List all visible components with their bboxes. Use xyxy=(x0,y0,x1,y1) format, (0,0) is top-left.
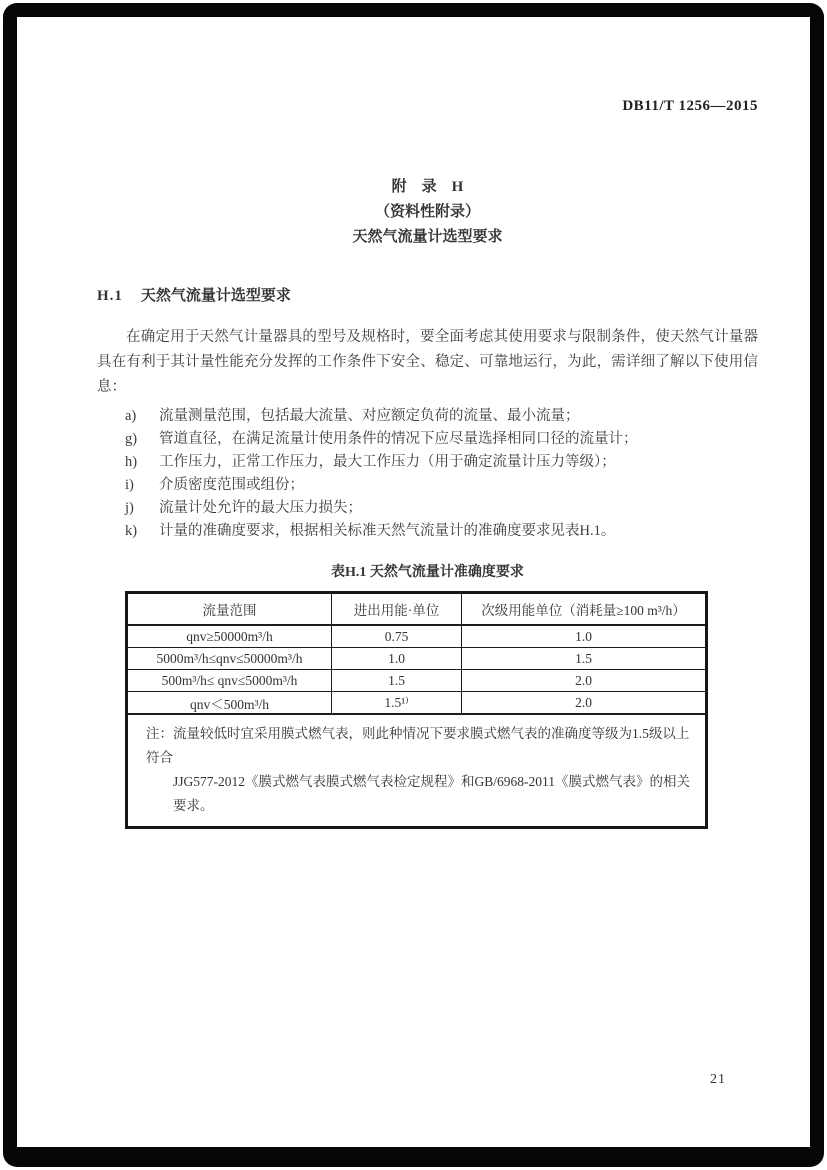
note-text-line1: 流量较低时宜采用膜式燃气表，则此种情况下要求膜式燃气表的准确度等级为1.5级以上符合 xyxy=(146,726,690,765)
table-cell: 1.5 xyxy=(462,648,707,670)
table-note xyxy=(127,714,707,828)
list-item-text: 管道直径，在满足流量计使用条件的情况下应尽量选择相同口径的流量计； xyxy=(159,431,638,447)
list-item-label: g) xyxy=(125,431,138,447)
list-item-label: j) xyxy=(125,500,134,516)
table-cell: 500m³/h≤ qnv≤5000m³/h xyxy=(127,670,332,692)
column-header-secondary-unit: 次级用能单位（消耗量≥100 m³/h） xyxy=(462,593,707,626)
list-item-label: a) xyxy=(125,408,137,424)
list-item-label: i) xyxy=(125,477,134,493)
section-number: H.1 xyxy=(97,288,123,304)
document-page xyxy=(97,0,758,829)
table-cell: 2.0 xyxy=(462,692,707,715)
standard-number: DB11/T 1256—2015 xyxy=(622,98,758,114)
table-caption: 表H.1 天然气流量计准确度要求 xyxy=(331,565,524,580)
note-text-line2: JJG577-2012《膜式燃气表膜式燃气表检定规程》和GB/6968-2011《膜式燃气表》的相关要求。 xyxy=(173,774,691,813)
column-header-primary-unit: 进出用能·单位 xyxy=(332,593,462,626)
list-item xyxy=(97,451,758,474)
list-item xyxy=(97,428,758,451)
table-cell: qnv＜500m³/h xyxy=(127,692,332,715)
list-item-label: k) xyxy=(125,523,138,539)
section-heading xyxy=(97,284,758,305)
list-item-label: h) xyxy=(125,454,138,470)
intro-paragraph: 在确定用于天然气计量器具的型号及规格时，要全面考虑其使用要求与限制条件，使天然气计量器具在有利于其计量性能充分发挥的工作条件下安全、稳定、可靠地运行，为此，需详细了解以下使用信息： xyxy=(97,329,758,395)
list-item-text: 介质密度范围或组份； xyxy=(159,477,304,493)
appendix-title-block xyxy=(97,175,758,250)
appendix-title-line3: 天然气流量计选型要求 xyxy=(352,229,503,245)
table-cell: 1.0 xyxy=(332,648,462,670)
appendix-title-line1: 附 录 H xyxy=(391,179,464,195)
list-item-text: 工作压力，正常工作压力，最大工作压力（用于确定流量计压力等级）； xyxy=(159,454,616,470)
table-cell: 1.5¹⁾ xyxy=(332,692,462,715)
note-line1 xyxy=(146,722,695,770)
list-item xyxy=(97,520,758,543)
list-item xyxy=(97,497,758,520)
table-row xyxy=(127,625,707,648)
list-item-text: 流量测量范围，包括最大流量、对应额定负荷的流量、最小流量； xyxy=(159,408,580,424)
table-cell: 1.5 xyxy=(332,670,462,692)
list-item-text: 流量计处允许的最大压力损失； xyxy=(159,500,362,516)
appendix-title-line2: （资料性附录） xyxy=(374,204,480,220)
list-item xyxy=(97,474,758,497)
table-row xyxy=(127,692,707,715)
table-cell: 5000m³/h≤qnv≤50000m³/h xyxy=(127,648,332,670)
table-cell: 1.0 xyxy=(462,625,707,648)
requirements-list xyxy=(97,405,758,543)
table-cell: qnv≥50000m³/h xyxy=(127,625,332,648)
list-item-text: 计量的准确度要求，根据相关标准天然气流量计的准确度要求见表H.1。 xyxy=(159,523,616,539)
accuracy-table xyxy=(125,591,708,829)
table-cell: 2.0 xyxy=(462,670,707,692)
table-row xyxy=(127,670,707,692)
table-cell: 0.75 xyxy=(332,625,462,648)
section-title: 天然气流量计选型要求 xyxy=(140,288,291,304)
table-note-row xyxy=(127,714,707,828)
table-header-row xyxy=(127,593,707,626)
column-header-flow-range: 流量范围 xyxy=(127,593,332,626)
list-item xyxy=(97,405,758,428)
note-label: 注： xyxy=(146,726,173,741)
page-number: 21 xyxy=(710,1072,726,1087)
table-row xyxy=(127,648,707,670)
